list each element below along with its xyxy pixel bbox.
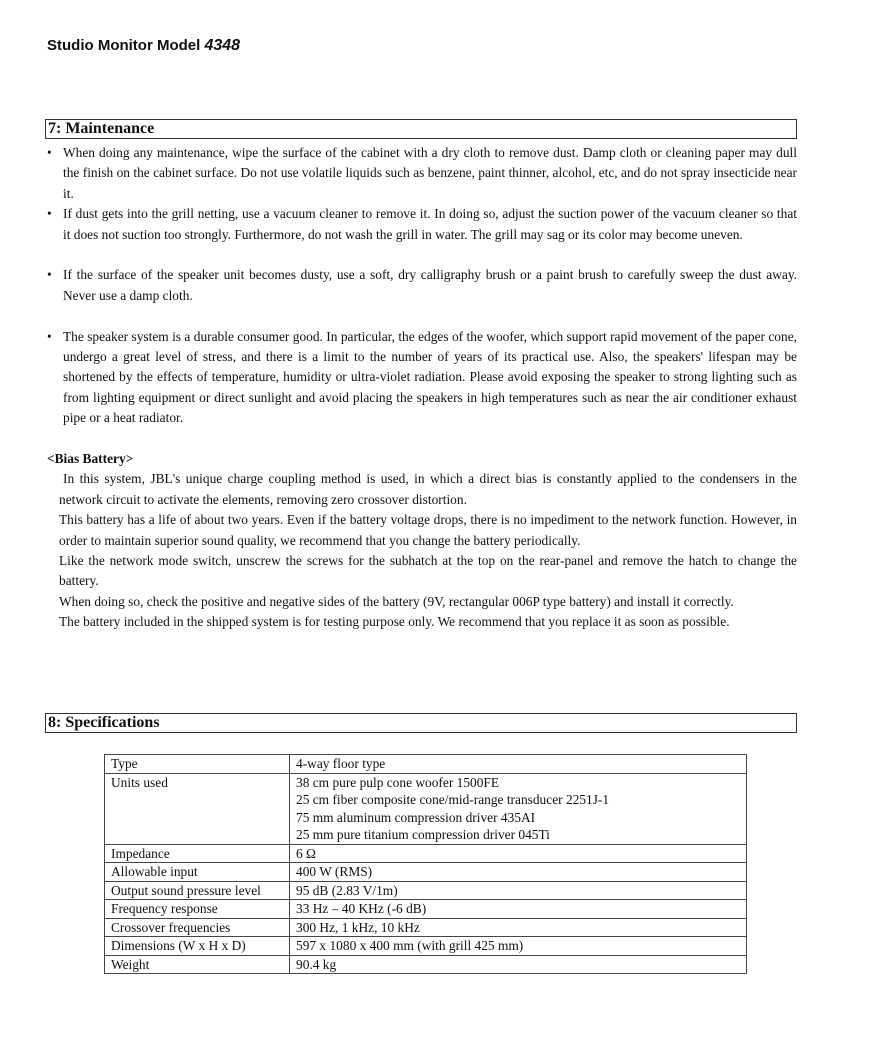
- spec-key: Type: [105, 755, 290, 774]
- table-row: [105, 755, 747, 774]
- bias-paragraph: This battery has a life of about two years. Even if the battery voltage drops, there is no impediment to the network function. However, in order to maintain superior sound quality, we recommend that you change the battery periodically.: [59, 512, 797, 548]
- table-row: [105, 918, 747, 937]
- spec-value-line: 38 cm pure pulp cone woofer 1500FE: [296, 774, 500, 790]
- spec-value: [290, 937, 747, 956]
- bullet-dot: •: [47, 328, 52, 344]
- spec-value-line: 597 x 1080 x 400 mm (with grill 425 mm): [296, 938, 524, 953]
- header-model-number: 4348: [204, 37, 241, 54]
- specifications-heading: 8: Specifications: [45, 713, 797, 733]
- maintenance-bullet: [47, 265, 797, 306]
- spec-value: [290, 773, 747, 844]
- spec-key: Weight: [105, 955, 290, 974]
- table-row: [105, 955, 747, 974]
- table-row: [105, 863, 747, 882]
- table-row: [105, 773, 747, 844]
- bias-battery-title: <Bias Battery>: [47, 451, 134, 467]
- specifications-table: [104, 754, 747, 974]
- bullet-dot: •: [47, 206, 52, 222]
- header-title: Studio Monitor Model: [47, 37, 201, 54]
- bullet-text: The speaker system is a durable consumer good. In particular, the edges of the woofer, which support rapid movement of the paper cone, undergo a great level of stress, and there is a limit to the number of years of its practical use. Also, the speakers' lifespan may be shortened by the effects of temperature, humidity or ultra-violet radiation. Please avoid exposing the speaker to strong lighting such as from lighting equipment or direct sunlight and avoid placing the speakers in high temperatures such as near the air conditioner exhaust pipe or a heat radiator.: [63, 328, 797, 426]
- spec-value: [290, 755, 747, 774]
- maintenance-heading: 7: Maintenance: [45, 119, 797, 139]
- spec-key: Frequency response: [105, 900, 290, 919]
- spec-value-line: 75 mm aluminum compression driver 435AI: [296, 809, 536, 825]
- spec-value: [290, 863, 747, 882]
- bias-paragraph: The battery included in the shipped system is for testing purpose only. We recommend that you replace it as soon as possible.: [59, 614, 730, 630]
- spec-value: [290, 955, 747, 974]
- table-row: [105, 937, 747, 956]
- document-header: [47, 37, 240, 55]
- spec-value: [290, 881, 747, 900]
- spec-value-line: 6 Ω: [296, 845, 316, 861]
- spec-value-line: 25 cm fiber composite cone/mid-range transducer 2251J-1: [296, 792, 610, 807]
- spec-key: Output sound pressure level: [105, 881, 290, 900]
- spec-value: [290, 844, 747, 863]
- bullet-text: If the surface of the speaker unit becomes dusty, use a soft, dry calligraphy brush or a paint brush to carefully sweep the dust away. Never use a damp cloth.: [63, 267, 797, 303]
- maintenance-bullet: [47, 204, 797, 245]
- bullet-text: When doing any maintenance, wipe the surface of the cabinet with a dry cloth to remove dust. Damp cloth or cleaning paper may dull the finish on the cabinet surface. Do not use volatile liquids such as benzene, paint thinner, alcohol, etc, and do not spray insecticide near it.: [63, 145, 797, 201]
- spec-value: [290, 900, 747, 919]
- maintenance-bullet: [47, 327, 797, 429]
- table-row: [105, 844, 747, 863]
- spec-value-line: 400 W (RMS): [296, 864, 373, 879]
- spec-key: Impedance: [105, 844, 290, 863]
- spec-value-line: 25 mm pure titanium compression driver 045Ti: [296, 827, 550, 842]
- spec-value-line: 300 Hz, 1 kHz, 10 kHz: [296, 919, 420, 935]
- spec-key: Allowable input: [105, 863, 290, 882]
- spec-key: Crossover frequencies: [105, 918, 290, 937]
- table-row: [105, 881, 747, 900]
- maintenance-bullet: [47, 143, 797, 204]
- spec-value: [290, 918, 747, 937]
- bullet-dot: •: [47, 145, 52, 160]
- bullet-dot: •: [47, 267, 52, 283]
- spec-value-line: 33 Hz – 40 KHz (-6 dB): [296, 901, 427, 916]
- spec-key: Dimensions (W x H x D): [105, 937, 290, 956]
- maintenance-body: [47, 143, 797, 633]
- spec-value-line: 4-way floor type: [296, 756, 386, 771]
- spec-value-line: 90.4 kg: [296, 956, 337, 972]
- bias-paragraph: In this system, JBL's unique charge coupling method is used, in which a direct bias is constantly applied to the condensers in the network circuit to activate the elements, removing zero crossover distortion.: [59, 471, 797, 507]
- table-row: [105, 900, 747, 919]
- spec-value-line: 95 dB (2.83 V/1m): [296, 882, 398, 898]
- bias-paragraph: Like the network mode switch, unscrew the screws for the subhatch at the top on the rear-panel and remove the hatch to change the battery.: [59, 553, 797, 589]
- bullet-text: If dust gets into the grill netting, use a vacuum cleaner to remove it. In doing so, adjust the suction power of the vacuum cleaner so that it does not suction too strongly. Furthermore, do not wash the grill in water. The grill may sag or its color may become uneven.: [63, 206, 797, 242]
- bias-paragraph: When doing so, check the positive and negative sides of the battery (9V, rectangular 006P type battery) and install it correctly.: [59, 593, 734, 609]
- spec-key: Units used: [105, 773, 290, 844]
